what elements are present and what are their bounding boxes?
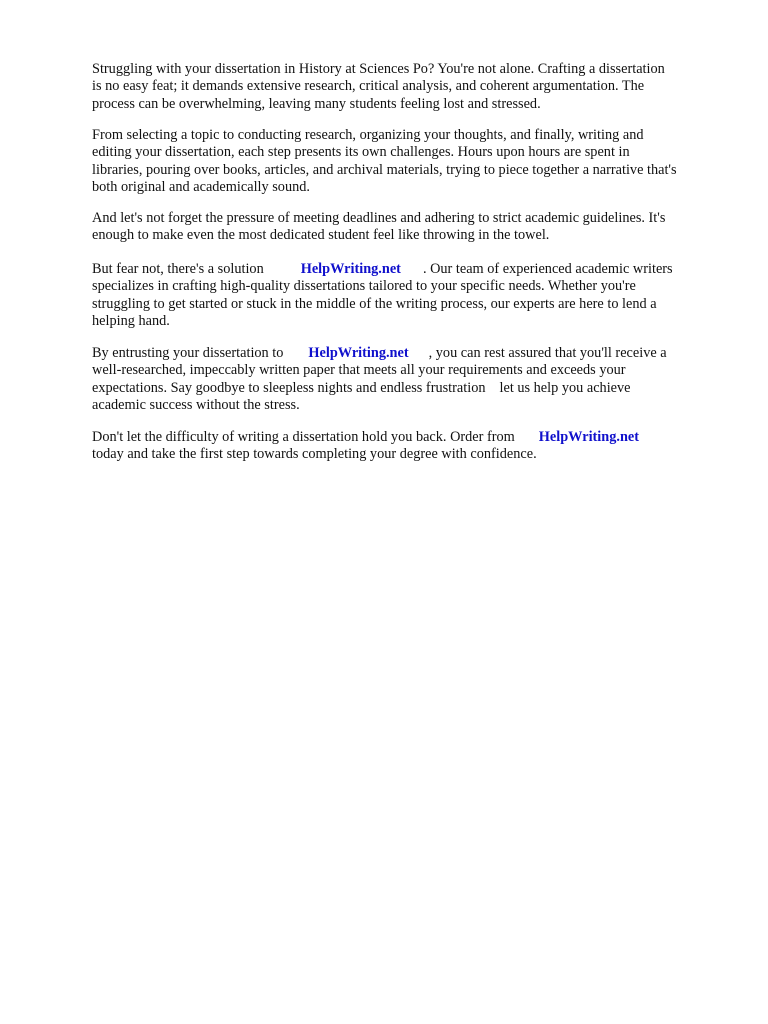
text-line: [92, 380, 742, 397]
text-line: helping hand.: [92, 312, 170, 329]
text-line: [92, 429, 742, 446]
paragraph-call-to-action: [92, 429, 742, 464]
helpwriting-link[interactable]: HelpWriting.net: [308, 345, 409, 361]
text-line: Struggling with your dissertation in History at Sciences Po? You're not alone. Crafting a dissertation: [92, 61, 665, 77]
paragraph-intro: [92, 61, 742, 113]
text-line: both original and academically sound.: [92, 178, 310, 195]
text-segment: By entrusting your dissertation to: [92, 345, 284, 361]
paragraph-solution: [92, 261, 742, 330]
helpwriting-link[interactable]: HelpWriting.net: [538, 429, 640, 445]
text-line: enough to make even the most dedicated student feel like throwing in the towel.: [92, 227, 550, 244]
text-segment: let us help you achieve: [499, 379, 631, 396]
text-segment: expectations. Say goodbye to sleepless nights and endless frustration: [92, 379, 486, 396]
text-line: libraries, pouring over books, articles, and archival materials, trying to piece together a narrative that's: [92, 161, 677, 178]
text-segment: , you can rest assured that you'll receive a: [428, 345, 667, 361]
text-line: [92, 345, 742, 362]
text-line: academic success without the stress.: [92, 396, 300, 413]
text-line: struggling to get started or stuck in the middle of the writing process, our experts are here to lend a: [92, 295, 657, 312]
paragraph-entrusting: [92, 345, 742, 414]
text-line: From selecting a topic to conducting research, organizing your thoughts, and finally, writing and: [92, 127, 644, 143]
paragraph-challenges: [92, 127, 742, 196]
text-line: is no easy feat; it demands extensive research, critical analysis, and coherent argumentation. The: [92, 78, 645, 95]
text-segment: But fear not, there's a solution: [92, 261, 264, 277]
text-line: editing your dissertation, each step presents its own challenges. Hours upon hours are spent in: [92, 144, 630, 161]
text-line: And let's not forget the pressure of meeting deadlines and adhering to strict academic guidelines. It's: [92, 210, 666, 226]
text-line: well-researched, impeccably written paper that meets all your requirements and exceeds your: [92, 362, 626, 379]
text-segment: . Our team of experienced academic writers: [422, 261, 673, 277]
text-line: [92, 261, 742, 278]
text-line: specializes in crafting high-quality dissertations tailored to your specific needs. Whether you're: [92, 278, 636, 295]
helpwriting-link[interactable]: HelpWriting.net: [300, 261, 401, 277]
text-line: process can be overwhelming, leaving many students feeling lost and stressed.: [92, 95, 541, 112]
text-line: today and take the first step towards completing your degree with confidence.: [92, 446, 537, 463]
text-segment: Don't let the difficulty of writing a dissertation hold you back. Order from: [92, 429, 515, 445]
paragraph-pressure: [92, 210, 742, 245]
